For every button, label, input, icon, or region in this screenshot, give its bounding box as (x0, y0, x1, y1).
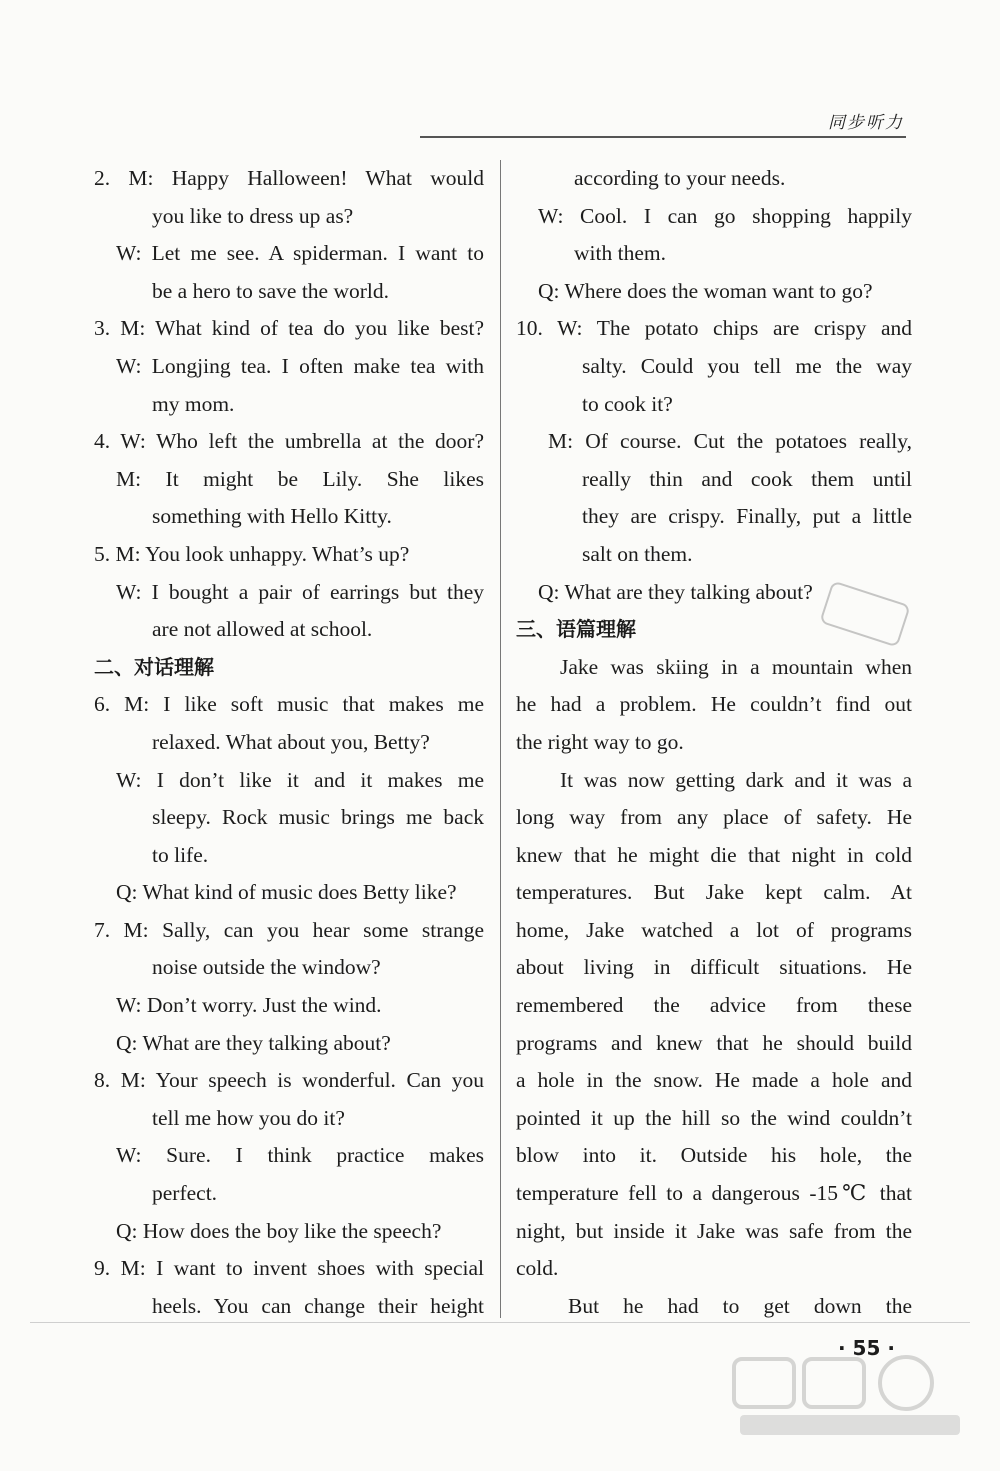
text-line: sleepy. Rock music brings me back (152, 805, 484, 830)
text-line: 4. W: Who left the umbrella at the door? (94, 429, 484, 454)
text-line: 3. M: What kind of tea do you like best? (94, 316, 484, 341)
text-line: blow into it. Outside his hole, the (516, 1143, 912, 1168)
text-line: heels. You can change their height (152, 1293, 484, 1318)
text-line: perfect. (152, 1181, 218, 1206)
column-divider (500, 160, 501, 1318)
text-line: be a hero to save the world. (152, 278, 390, 303)
text-line: relaxed. What about you, Betty? (152, 729, 430, 754)
text-line: according to your needs. (574, 166, 786, 190)
text-line: to cook it? (582, 391, 673, 416)
text-line: M: Of course. Cut the potatoes really, (548, 429, 912, 454)
section-heading-dialogue: 二、对话理解 (94, 654, 214, 679)
text-line: W: Sure. I think practice makes (116, 1143, 484, 1168)
page-header-title: 同步听力 (828, 113, 904, 133)
text-line: Q: What are they talking about? (538, 579, 813, 604)
text-line: pointed it up the hill so the wind couldn’t (516, 1105, 912, 1130)
text-line: salt on them. (582, 541, 693, 566)
text-line: Q: What are they talking about? (116, 1030, 391, 1055)
text-line: 5. M: You look unhappy. What’s up? (94, 541, 410, 566)
text-line: It was now getting dark and it was a (560, 767, 912, 792)
left-column (94, 160, 484, 1325)
text-line: Q: How does the boy like the speech? (116, 1218, 442, 1243)
bottom-rule (30, 1322, 970, 1323)
watermark-logo (730, 1351, 980, 1441)
text-line: temperature fell to a dangerous -15℃ that (516, 1181, 912, 1206)
text-line: 8. M: Your speech is wonderful. Can you (94, 1068, 484, 1093)
text-line: my mom. (152, 391, 235, 416)
text-line: he had a problem. He couldn’t find out (516, 692, 912, 717)
text-line: about living in difficult situations. He (516, 955, 912, 980)
text-line: W: Longjing tea. I often make tea with (116, 353, 484, 378)
page-number: · 55 · (838, 1336, 895, 1360)
text-line: 2. M: Happy Halloween! What would (94, 166, 484, 190)
text-line: remembered the advice from these (516, 993, 912, 1018)
text-line: programs and knew that he should build (516, 1030, 912, 1055)
text-line: cold. (516, 1256, 559, 1281)
text-line: Jake was skiing in a mountain when (560, 654, 912, 679)
text-line: 7. M: Sally, can you hear some strange (94, 917, 484, 942)
text-line: noise outside the window? (152, 955, 381, 980)
text-line: with them. (574, 241, 666, 266)
text-line: night, but inside it Jake was safe from the (516, 1218, 912, 1243)
text-line: long way from any place of safety. He (516, 805, 912, 830)
text-line: 6. M: I like soft music that makes me (94, 692, 484, 717)
text-line: a hole in the snow. He made a hole and (516, 1068, 912, 1093)
text-line: knew that he might die that night in cold (516, 842, 912, 867)
section-heading-passage: 三、语篇理解 (516, 617, 636, 642)
text-line: W: I bought a pair of earrings but they (116, 579, 484, 604)
text-line: 9. M: I want to invent shoes with special (94, 1256, 484, 1281)
text-line: you like to dress up as? (152, 203, 354, 228)
text-line: W: I don’t like it and it makes me (116, 767, 484, 792)
text-line: Q: What kind of music does Betty like? (116, 880, 457, 905)
right-column (516, 160, 912, 1325)
text-line: 10. W: The potato chips are crispy and (516, 316, 912, 341)
text-line: to life. (152, 842, 209, 867)
text-line: tell me how you do it? (152, 1105, 345, 1130)
text-line: the right way to go. (516, 729, 684, 754)
text-line: home, Jake watched a lot of programs (516, 917, 912, 942)
text-line: W: Let me see. A spiderman. I want to (116, 241, 484, 266)
text-line: W: Cool. I can go shopping happily (538, 203, 912, 228)
header-rule (420, 136, 906, 138)
text-line: Q: Where does the woman want to go? (538, 278, 873, 303)
text-line: salty. Could you tell me the way (582, 353, 912, 378)
text-line: M: It might be Lily. She likes (116, 466, 484, 491)
text-line: are not allowed at school. (152, 617, 373, 642)
text-line: But he had to get down the (568, 1293, 912, 1318)
text-line: something with Hello Kitty. (152, 504, 392, 529)
text-line: really thin and cook them until (582, 466, 912, 491)
text-line: they are crispy. Finally, put a little (582, 504, 912, 529)
text-line: W: Don’t worry. Just the wind. (116, 993, 382, 1018)
text-line: temperatures. But Jake kept calm. At (516, 880, 912, 905)
